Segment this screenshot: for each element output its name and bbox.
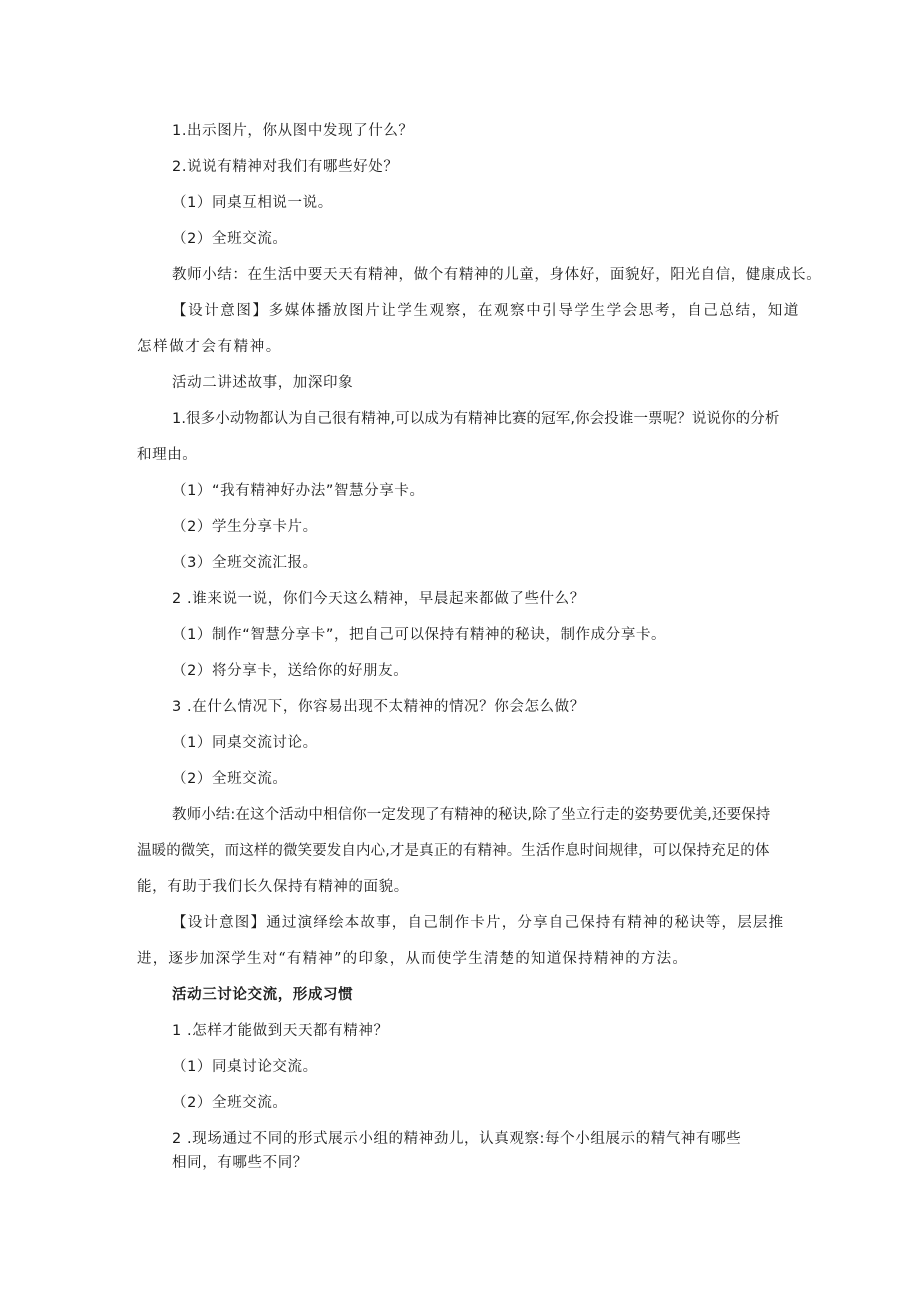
- activity-2-question-3: 3 .在什么情况下，你容易出现不太精神的情况？你会怎么做？: [172, 699, 585, 715]
- sub-item: （1）制作“智慧分享卡”，把自己可以保持有精神的秘诀，制作成分享卡。: [172, 627, 667, 643]
- sub-item: （1）同桌交流讨论。: [172, 735, 318, 751]
- activity-2-question-1-cont: 和理由。: [137, 447, 198, 463]
- design-intent-2-cont: 进，逐步加深学生对“有精神”的印象，从而使学生清楚的知道保持精神的方法。: [137, 951, 689, 967]
- sub-item: （2）全班交流。: [172, 771, 288, 787]
- design-intent: 【设计意图】多媒体播放图片让学生观察，在观察中引导学生学会思考，自己总结，知道: [172, 303, 800, 319]
- teacher-summary: 教师小结：在生活中要天天有精神，做个有精神的儿童，身体好，面貌好，阳光自信，健康成长。: [172, 267, 822, 283]
- sub-item: （1）同桌互相说一说。: [172, 195, 333, 211]
- sub-item: （2）全班交流。: [172, 1095, 288, 1111]
- sub-item: （2）学生分享卡片。: [172, 519, 318, 535]
- question-1: 1.出示图片，你从图中发现了什么？: [172, 123, 414, 139]
- question-2: 2.说说有精神对我们有哪些好处？: [172, 159, 399, 175]
- sub-item: （2）将分享卡，送给你的好朋友。: [172, 663, 409, 679]
- activity-2-question-2: 2 .谁来说一说，你们今天这么精神，早晨起来都做了些什么？: [172, 591, 585, 607]
- sub-item: （2）全班交流。: [172, 231, 288, 247]
- activity-2-heading: 活动二讲述故事，加深印象: [172, 375, 354, 391]
- sub-item: （1）“我有精神好办法”智慧分享卡。: [172, 483, 425, 499]
- design-intent-cont: 怎样做才会有精神。: [137, 339, 282, 355]
- activity-3-heading: 活动三讨论交流，形成习惯: [172, 987, 354, 1003]
- teacher-summary-2-cont: 能，有助于我们长久保持有精神的面貌。: [137, 879, 409, 895]
- sub-item: （1）同桌讨论交流。: [172, 1059, 318, 1075]
- activity-3-question-2-cont: 相同，有哪些不同？: [172, 1155, 308, 1171]
- activity-3-question-2: 2 .现场通过不同的形式展示小组的精神劲儿，认真观察:每个小组展示的精气神有哪些: [172, 1131, 742, 1147]
- design-intent-2: 【设计意图】通过演绎绘本故事，自己制作卡片，分享自己保持有精神的秘诀等，层层推: [172, 915, 785, 931]
- sub-item: （3）全班交流汇报。: [172, 555, 318, 571]
- teacher-summary-2: 教师小结:在这个活动中相信你一定发现了有精神的秘诀,除了坐立行走的姿势要优美,还要保持: [172, 807, 771, 823]
- activity-3-question-1: 1 .怎样才能做到天天都有精神？: [172, 1023, 389, 1039]
- activity-2-question-1: 1.很多小动物都认为自己很有精神,可以成为有精神比赛的冠军,你会投谁一票呢？说说你的分析: [172, 411, 780, 427]
- teacher-summary-2-cont: 温暖的微笑，而这样的微笑要发自内心,才是真正的有精神。生活作息时间规律，可以保持充足的体: [137, 843, 770, 859]
